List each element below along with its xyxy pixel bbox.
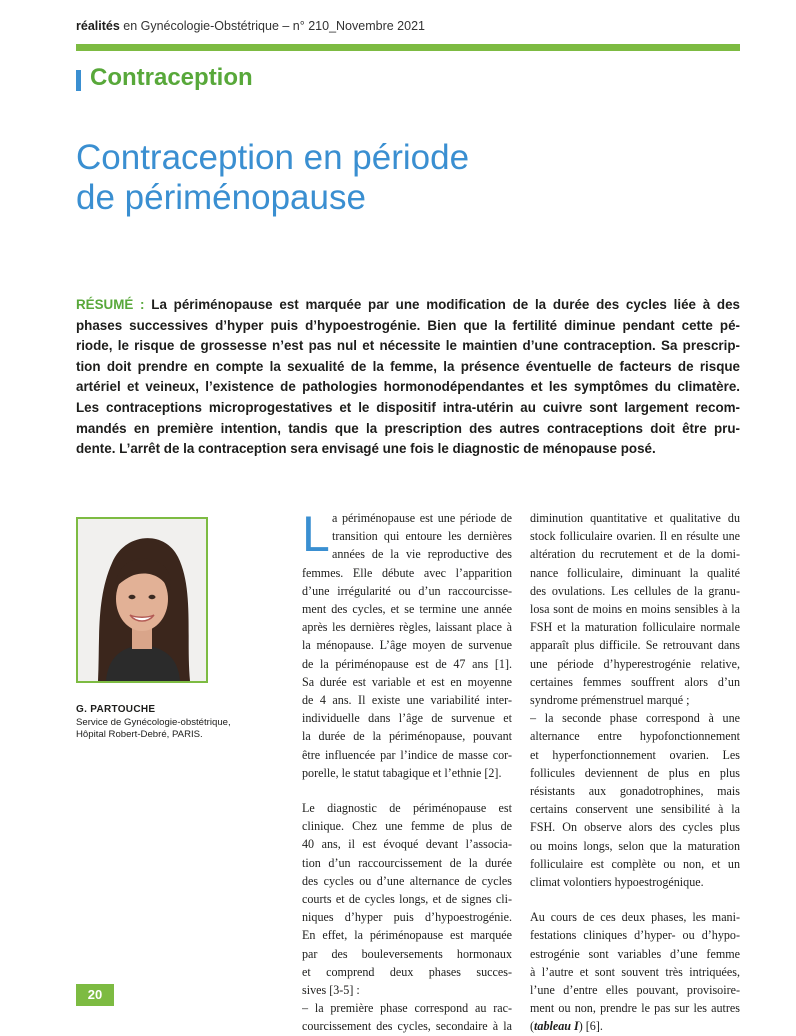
body-line: a périménopause est une période de <box>332 511 512 525</box>
body-line: apparaît plus difficile. Se retrouvant dans <box>530 638 740 653</box>
abstract-label: RÉSUMÉ : <box>76 297 145 312</box>
body-line: – la seconde phase correspond à une <box>530 711 740 726</box>
body-line: la ménopause. L’âge moyen de survenue <box>302 638 512 653</box>
body-line: à l’autre et sont souvent très intriquées, <box>530 964 740 979</box>
body-line: ou moins longs, selon que la maturation <box>530 838 740 853</box>
rubric-marker <box>76 70 81 91</box>
body-line: festations cliniques d’hyper- ou d’hypo- <box>530 928 740 943</box>
table-reference-link[interactable]: tableau I <box>534 1019 579 1034</box>
body-line: par des bouleversements hormonaux <box>302 946 512 961</box>
body-line: après les dernières règles, laissant place à <box>302 620 512 635</box>
body-line: la durée de la périménopause, pouvant <box>302 729 512 744</box>
journal-name: réalités <box>76 19 120 33</box>
journal-issue: en Gynécologie-Obstétrique – n° 210_Novembre 2021 <box>119 19 425 33</box>
affiliation-line: Hôpital Robert-Debré, PARIS. <box>76 729 203 740</box>
body-line: de 4 ans. Il existe une variabilité inter- <box>302 693 512 708</box>
body-line: nance folliculaire, diminuant la qualité <box>530 565 740 580</box>
body-line: Au cours de ces deux phases, les mani- <box>530 910 740 925</box>
body-line: 40 ans, il est évoqué devant l’associa- <box>302 837 512 852</box>
body-line: résistants aux gonadotrophines, mais <box>530 784 740 799</box>
body-line: FSH. On observe alors des cycles plus <box>530 820 740 835</box>
portrait-illustration <box>78 519 206 681</box>
body-line: syndrome prémenstruel marqué ; <box>530 693 690 708</box>
body-line: certains conservent une sensibilité à la <box>530 802 740 817</box>
body-line: clinique. Chez une femme de plus de <box>302 819 512 834</box>
body-line: certaines femmes souffrent alors d’un <box>530 674 740 689</box>
author-affiliation <box>76 717 231 741</box>
body-line: Le diagnostic de périménopause est <box>302 801 512 816</box>
title-line: Contraception en période <box>76 138 470 177</box>
abstract <box>76 295 740 460</box>
abstract-line: Les contraceptions microprogestatives et le dispositif intra-utérin au cuivre sont largement recom- <box>76 399 740 415</box>
body-line: ment ou non, prendre le pas sur les autres <box>530 1001 740 1016</box>
body-line: transition qui entoure les dernières <box>332 529 512 544</box>
journal-header <box>76 19 425 33</box>
page-number: 20 <box>76 984 114 1006</box>
body-line: l’une d’entre elles pouvant, provisoire- <box>530 983 740 998</box>
body-line: En effet, la périménopause est marquée <box>302 928 512 943</box>
body-line: niques d’hyper puis d’hypoestrogénie. <box>302 910 512 925</box>
body-line: sives [3-5] : <box>302 983 360 998</box>
body-line: porelle, le statut tabagique et l’ethnie [2]. <box>302 765 502 780</box>
abstract-line: artériel et veineux, l’existence de pathologies hormonodépendantes et les symptômes du climatère. <box>76 379 740 395</box>
body-line: des ovulations. Les cellules de la granu- <box>530 583 740 598</box>
body-line: FSH et la maturation folliculaire normale <box>530 620 740 635</box>
body-line: ment des cycles, et se termine une année <box>302 602 512 617</box>
body-line: estrogénie sont variables d’une femme <box>530 946 740 961</box>
body-line: diminution quantitative et qualitative du <box>530 511 740 525</box>
header-rule <box>76 44 740 51</box>
body-line: individuelle dans l’âge de survenue et <box>302 711 512 726</box>
body-line: courcissement des cycles, secondaire à la <box>302 1019 512 1034</box>
body-line: femmes. Elle débute avec l’apparition <box>302 565 512 580</box>
body-line: Sa durée est variable et est en moyenne <box>302 674 512 689</box>
body-line: altération du recrutement et de la domi- <box>530 547 740 562</box>
section-rubric: Contraception <box>90 64 253 91</box>
body-line: folliculaire est complète ou non, et un <box>530 856 740 871</box>
body-line: – la première phase correspond au rac- <box>302 1001 512 1016</box>
abstract-line: RÉSUMÉ : La périménopause est marquée par une modification de la durée des cycles liée à des <box>76 297 740 312</box>
abstract-line: phases successives d’hyper puis d’hypoestrogénie. Bien que la fertilité diminue pendant cette pé- <box>76 317 740 333</box>
body-line: losa sont de moins en moins sensibles à la <box>530 602 740 617</box>
drop-cap: L <box>302 506 330 562</box>
paragraph-gap <box>530 891 740 908</box>
affiliation-line: Service de Gynécologie-obstétrique, <box>76 717 231 728</box>
paragraph-gap <box>302 782 512 799</box>
body-line: de la périménopause est de 47 ans [1]. <box>302 656 512 671</box>
abstract-line: tion doit prendre en compte la sexualité de la femme, la présence éventuelle de facteurs de risque <box>76 358 740 374</box>
author-photo <box>76 517 208 683</box>
author-name: G. PARTOUCHE <box>76 704 156 715</box>
body-column-1 <box>302 506 512 1036</box>
body-line: courts et de cycles longs, et de signes cli- <box>302 892 512 907</box>
body-line: être influencée par l’indice de masse cor- <box>302 747 512 762</box>
body-line: climat volontiers hypoestrogénique. <box>530 875 704 890</box>
body-column-2 <box>530 509 740 1036</box>
title-line: de périménopause <box>76 178 366 217</box>
abstract-line: riode, le risque de grossesse n’est pas nul et nécessite le maintien d’une contraception. Sa prescrip- <box>76 338 740 354</box>
body-line: des cycles ou d’une alternance de cycles <box>302 873 512 888</box>
body-line: d’une irrégularité ou d’un raccourcisse- <box>302 583 512 598</box>
body-line: follicules deviennent de plus en plus <box>530 765 740 780</box>
body-line: stock folliculaire ovarien. Il en résulte une <box>530 529 740 544</box>
body-line: et hyperfonctionnement ovarien. Les <box>530 747 740 762</box>
abstract-line: mandés en première intention, tandis que la prescription des autres contraceptions doit être pru- <box>76 420 740 436</box>
abstract-line: dente. L’arrêt de la contraception sera envisagé une fois le diagnostic de ménopause posé. <box>76 441 656 457</box>
body-line: tion d’un raccourcissement de la durée <box>302 855 512 870</box>
body-line: une période d’hyperestrogénie relative, <box>530 656 740 671</box>
article-title <box>76 138 469 218</box>
body-line: et comprend deux phases succes- <box>302 964 512 979</box>
body-line: alternance entre hypofonctionnement <box>530 729 740 744</box>
body-line: (tableau I) [6]. <box>530 1019 603 1034</box>
body-line: années de la vie reproductive des <box>332 547 512 562</box>
